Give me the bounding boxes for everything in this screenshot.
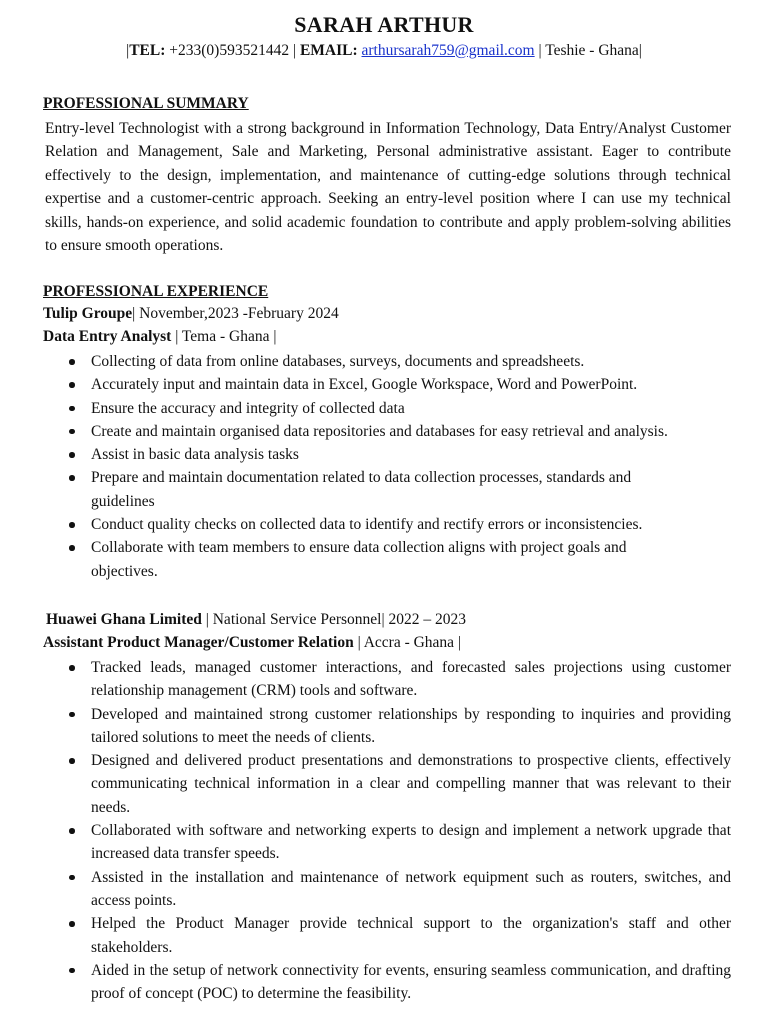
contact-line [0,41,768,61]
candidate-name: SARAH ARTHUR [294,12,474,37]
list-item: Assist in basic data analysis tasks [0,443,691,466]
tel-label: TEL: [129,42,166,59]
job-2-role-line [43,633,461,653]
list-item: Conduct quality checks on collected data to identify and rectify errors or inconsistencies. [0,513,691,536]
list-item: Ensure the accuracy and integrity of collected data [0,397,691,420]
list-item: Create and maintain organised data repositories and databases for easy retrieval and analysis. [0,420,691,443]
job-2-company-line [46,610,466,630]
job-1-role: Data Entry Analyst [43,328,172,345]
list-item: Assisted in the installation and maintenance of network equipment such as routers, switches, and access points. [0,866,731,913]
job-1-dates: | November,2023 -February 2024 [132,305,339,322]
job-2-dates: | National Service Personnel| 2022 – 2023 [201,611,466,628]
contact-open: | [126,42,130,59]
list-item: Developed and maintained strong customer relationships by responding to inquiries and providing tailored solutions to meet the needs of clients. [0,703,731,750]
list-item: Prepare and maintain documentation related to data collection processes, standards and guidelines [0,466,666,513]
list-item: Designed and delivered product presentations and demonstrations to prospective clients, effectively communicating technical information in a clear and compelling manner that was relevant to their needs. [0,749,731,819]
list-item: Accurately input and maintain data in Excel, Google Workspace, Word and PowerPoint. [0,373,691,396]
job-1-location: | Tema - Ghana | [171,328,277,345]
location: | Teshie - Ghana| [534,42,642,59]
email-link[interactable]: arthursarah759@gmail.com [361,42,535,59]
list-item: Aided in the setup of network connectivity for events, ensuring seamless communication, and drafting proof of concept (POC) to determine the feasibility. [0,959,731,1006]
list-item: Helped the Product Manager provide technical support to the organization's staff and other stakeholders. [0,912,731,959]
job-2-company: Huawei Ghana Limited [46,611,202,628]
job-2-location: | Accra - Ghana | [353,634,462,651]
summary-heading: PROFESSIONAL SUMMARY [43,95,249,112]
job-1-bullets [0,350,691,583]
email-label: EMAIL: [299,42,358,59]
experience-heading: PROFESSIONAL EXPERIENCE [43,283,269,300]
job-1-role-line [43,327,276,347]
list-item: Tracked leads, managed customer interactions, and forecasted sales projections using customer relationship management (CRM) tools and software. [0,656,731,703]
job-1-company-line [43,304,339,324]
list-item: Collecting of data from online databases, surveys, documents and spreadsheets. [0,350,691,373]
tel-value: +233(0)593521442 | [165,42,300,59]
job-1-company: Tulip Groupe [43,305,133,322]
list-item: Collaborate with team members to ensure data collection aligns with project goals and objectives. [0,536,656,583]
job-2-bullets [0,656,731,1005]
summary-text: Entry-level Technologist with a strong background in Information Technology, Data Entry/Analyst Customer Relation and Management, Sale and Marketing, Personal administrative assistant. Eager to contribute effectively to the design, implementation, and maintenance of cutting-edge solutions through technical expertise and a customer-centric approach. Seeking an entry-level position where I can use my technical skills, hands-on experience, and solid academic foundation to contribute and apply problem-solving abilities to ensure smooth operations. [45,120,731,255]
list-item: Collaborated with software and networking experts to design and implement a network upgrade that increased data transfer speeds. [0,819,731,866]
job-2-role: Assistant Product Manager/Customer Relation [43,634,354,651]
